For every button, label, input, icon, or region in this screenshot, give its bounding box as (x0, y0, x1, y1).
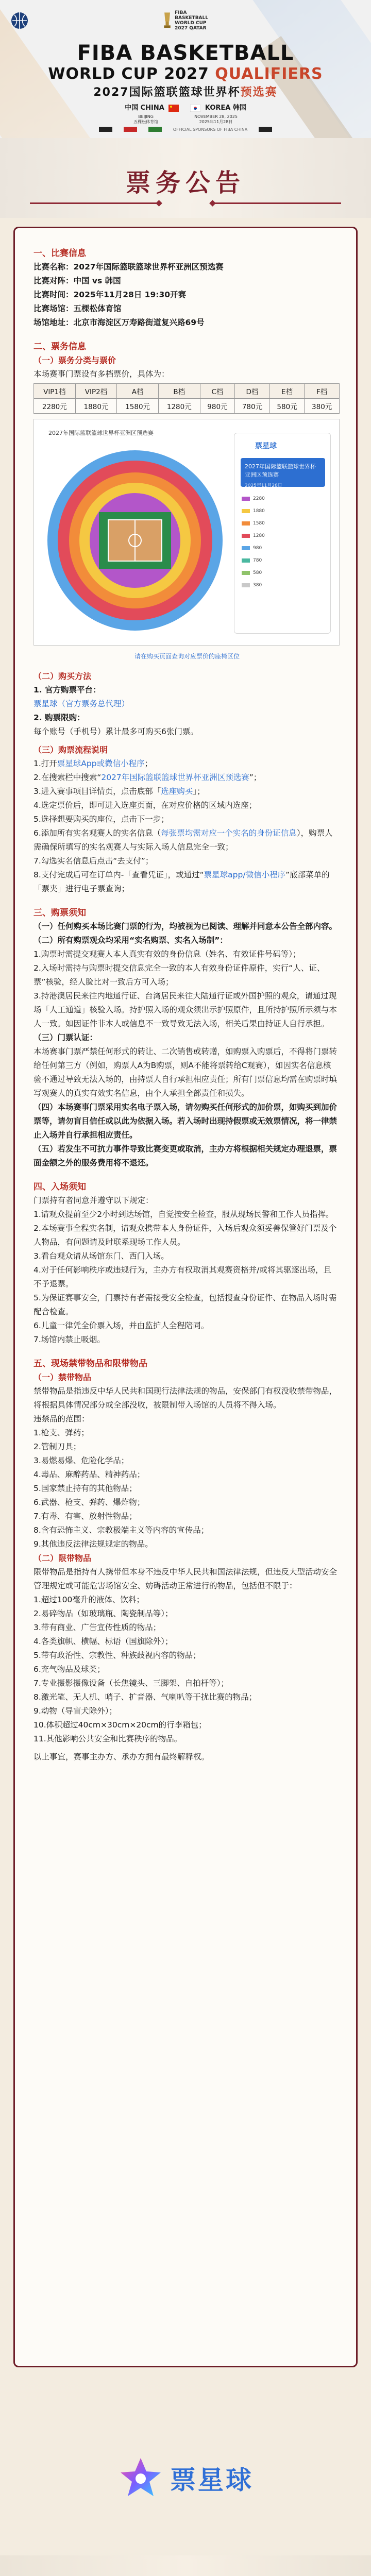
step-line: 2.在搜索栏中搜索“2027年国际篮联篮球世界杯亚洲区预选赛”； (33, 773, 262, 782)
korea-flag-icon (190, 105, 200, 112)
seat-map-title: 2027年国际篮联篮球世界杯亚洲区预选赛 (48, 430, 154, 436)
list-item: 2.易碎物品（如玻璃瓶、陶瓷制品等）； (33, 1609, 173, 1618)
step-line: 6.添加所有实名观赛人的实名信息（每张票均需对应一个实名的身份证信息），购票人需确保所填写的实名观赛人与实际入场人信息完全一致； (33, 828, 333, 852)
team-away (188, 102, 246, 112)
paragraph: 违禁品的范围： (33, 1414, 90, 1423)
list-item: 3.带有商业、广告宣传性质的物品； (33, 1623, 161, 1632)
paragraph: （四）本场赛事门票采用实名电子票入场，请勿购买任何形式的加价票，如购买到加价票等，请勿盲目信任或以此为依据入场。若入场时出现持假票或无效票情况，将一律禁止入场并自行承担相应责任。 (33, 1103, 338, 1140)
title-divider (212, 202, 341, 204)
legend-row: 980 (242, 546, 262, 551)
header-title-qualifiers: QUALIFIERS (215, 65, 323, 83)
list-item: 8.激光笔、无人机、哨子、扩音器、气喇叭等干扰比赛的物品； (33, 1692, 257, 1702)
price-value: 980元 (200, 399, 235, 414)
paragraph: 2.入场时需持与购票时提交信息完全一致的本人有效身份证件原件，实行“人、证、票”核验，经人脸比对一致后方可入场； (33, 963, 325, 987)
section-title: 二、票务信息 (33, 342, 86, 352)
list-item: 4.毒品、麻醉药品、精神药品； (33, 1470, 145, 1479)
list-item: 9.动物（导盲犬除外）； (33, 1706, 117, 1716)
price-value: 1280元 (158, 399, 200, 414)
seat-map-caption: 请在购买页面查询对应票价的座椅区位 (134, 653, 240, 660)
paragraph: 1. 官方购票平台： (33, 685, 101, 694)
list-item: 5.国家禁止持有的其他物品； (33, 1484, 137, 1493)
subsection-title: （二）购买方法 (33, 671, 92, 681)
price-tier: A档 (117, 384, 159, 399)
venue-right (194, 114, 238, 125)
app-link[interactable]: 票星球App或微信小程序 (57, 759, 145, 768)
header-title-line3 (0, 83, 371, 99)
world-cup-emblem (163, 4, 208, 37)
list-item: 5.为保证赛事安全，门票持有者需接受安全检查，包括搜查身份证件、在物品入场时需配合检查。 (33, 1293, 337, 1316)
subsection-title: （一）票务分类与票价 (33, 355, 116, 365)
sponsor-logo (148, 127, 162, 132)
subsection-title: （二）限带物品 (33, 1553, 92, 1563)
divider-diamond (156, 200, 162, 207)
step-line: 1.打开票星球App或微信小程序； (33, 759, 153, 768)
venue-date-en: NOVEMBER 28, 2025 (194, 114, 238, 119)
step-line: 5.选择想要购买的座位，点击下一步； (33, 815, 169, 824)
paragraph: （一）任何购买本场比赛门票的行为，均被视为已阅读、理解并同意本公告全部内容。 (33, 922, 338, 931)
trophy-icon (163, 8, 172, 33)
section-title: 四、入场须知 (33, 1182, 86, 1192)
section-title: 三、购票须知 (33, 908, 86, 918)
title-divider (30, 202, 159, 204)
ticket-legend-card (234, 433, 331, 634)
china-flag-icon (168, 105, 179, 112)
list-item: 2.本场赛事全程实名制，请观众携带本人身份证件，入场后观众须妥善保管好门票及个人物品，有问题请及时联系现场工作人员。 (33, 1224, 337, 1247)
arena-diagram (42, 445, 228, 636)
paragraph: 每个账号（手机号）累计最多可购买6张门票。 (33, 727, 198, 736)
footer-brand (0, 2442, 371, 2514)
price-tier: VIP2档 (75, 384, 117, 399)
list-item: 10.体积超过40cm×30cm×20cm的行李箱包； (33, 1720, 207, 1730)
list-item: 1.请观众提前至少2小时到达场馆，自觉按安全检查，服从现场民警和工作人员指挥。 (33, 1210, 334, 1219)
list-item: 2.管制刀具； (33, 1442, 81, 1451)
price-tier: D档 (235, 384, 270, 399)
price-tier: E档 (269, 384, 305, 399)
list-item: 3.看台观众请从场馆东门、西门入场。 (33, 1251, 169, 1261)
title-banner (0, 138, 371, 218)
world-cup-logo-text: FIBA BASKETBALL WORLD CUP 2027 QATAR (175, 10, 208, 31)
paragraph: 门票持有者同意并遵守以下规定： (33, 1196, 154, 1205)
paragraph: 1.购票时需提交观赛人本人真实有效的身份信息（姓名、有效证件号码等）； (33, 950, 301, 959)
team-home (125, 102, 181, 112)
seat-map (33, 419, 340, 660)
event-link[interactable]: 2027年国际篮联篮球世界杯亚洲区预选赛 (101, 773, 249, 782)
legend-row: 580 (242, 570, 262, 575)
step-line: 3.进入赛事项目详情页，点击底部「选座购买」； (33, 787, 205, 796)
list-item: 6.充气物品及球类； (33, 1665, 105, 1674)
team-home-label: 中国 CHINA (125, 104, 164, 112)
paragraph (33, 697, 338, 711)
list-item: 6.武器、枪支、弹药、爆炸物； (33, 1498, 145, 1507)
footer-brand-name: 票星球 (170, 2465, 254, 2495)
header-banner (0, 0, 371, 138)
paragraph: （三）门票认证： (33, 1033, 98, 1042)
legend-row: 2280 (242, 496, 265, 501)
price-tier: VIP1档 (34, 384, 76, 399)
legend-row: 1880 (242, 509, 265, 514)
info-line: 比赛对阵：中国 vs 韩国 (33, 276, 121, 285)
header-title-cn: 2027国际篮联篮球世界杯 (93, 86, 241, 99)
list-item: 6.儿童一律凭全价票入场，并由监护人全程陪同。 (33, 1321, 209, 1330)
sponsor-label: OFFICIAL SPONSORS OF FIBA CHINA (173, 127, 248, 132)
subsection-title: （三）购票流程说明 (33, 745, 108, 755)
venue-row (0, 114, 371, 125)
paragraph: （二）所有购票观众均采用“实名购票、实名入场制”： (33, 936, 228, 945)
subsection-title: （一）禁带物品 (33, 1372, 92, 1382)
price-value-row (34, 399, 340, 414)
bottom-strip (0, 2555, 371, 2576)
legend-event: 2027年国际篮联篮球世界杯亚洲区预选赛 (245, 463, 316, 478)
section-title: 一、比赛信息 (33, 248, 86, 259)
legend-date: 2025年11月28日 (245, 483, 282, 488)
fiba-logo-icon (10, 11, 29, 30)
info-line: 比赛时间：2025年11月28日 19:30开赛 (33, 290, 187, 299)
list-item: 5.带有政治性、宗教性、种族歧视内容的物品； (33, 1651, 201, 1660)
list-item: 3.易燃易爆、危险化学品； (33, 1456, 129, 1465)
id-requirement-highlight: 每张票均需对应一个实名的身份证信息 (161, 828, 297, 838)
sponsor-logo (259, 127, 272, 132)
paragraph: 2. 购票限购： (33, 713, 85, 722)
list-item: 4.各类旗帜、横幅、标语（国旗除外）； (33, 1637, 173, 1646)
header-title-worldcup: WORLD CUP 2027 (48, 65, 215, 83)
venue-arena: 五棵松体育馆 (133, 120, 159, 124)
price-value: 780元 (235, 399, 270, 414)
venue-left (133, 114, 158, 125)
legend-row: 1280 (242, 533, 265, 538)
price-value: 1580元 (117, 399, 159, 414)
info-line: 场馆地址：北京市海淀区万寿路街道复兴路69号 (33, 318, 205, 327)
header-title-line1: FIBA BASKETBALL (77, 41, 294, 65)
step-line: 8.支付完成后可在订单内-「查看凭证」，或通过“票星球app/微信小程序”底部菜单的「票夹」进行电子票查询； (33, 870, 330, 893)
info-line: 比赛名称：2027年国际篮联篮球世界杯亚洲区预选赛 (33, 262, 224, 272)
venue-city: BEIJING (138, 114, 154, 119)
legend-row: 780 (242, 558, 262, 563)
list-item: 7.专业摄影摄像设备（长焦镜头、三脚架、自拍杆等）； (33, 1679, 229, 1688)
price-value: 2280元 (34, 399, 76, 414)
price-header-row (34, 384, 340, 399)
price-tier: F档 (305, 384, 340, 399)
legend-brand: 票星球 (255, 442, 277, 450)
price-value: 1880元 (75, 399, 117, 414)
list-item: 1.超过100毫升的液体、饮料； (33, 1595, 144, 1604)
legend-row: 1580 (242, 521, 265, 526)
step-line: 7.勾选实名信息后点击“去支付”； (33, 856, 154, 866)
list-item: 1.枪支、弹药； (33, 1428, 89, 1437)
list-item: 7.有毒、有害、放射性物品； (33, 1512, 137, 1521)
paragraph: 本场赛事门票设有多档票价，具体为： (33, 369, 170, 379)
legend-row: 380 (242, 583, 262, 588)
price-tier: C档 (200, 384, 235, 399)
price-tier: B档 (158, 384, 200, 399)
sponsor-row (0, 127, 371, 132)
sponsor-logo (124, 127, 137, 132)
app-link[interactable]: 票星球app/微信小程序 (204, 870, 286, 879)
select-seat-link[interactable]: 选座购买 (161, 787, 193, 796)
venue-date-cn: 2025年11月28日 (199, 120, 233, 124)
header-title-cn-qualifiers: 预选赛 (240, 86, 278, 99)
paragraph: 3.持港澳居民来往内地通行证、台湾居民来往大陆通行证或外国护照的观众，请通过现场「人工通道」核验入场。持护照入场的观众须出示护照原件，且所持护照所示须与本人一致。如因证件非本人或信息不一致导致无法入场，相关后果由持证人自行承担。 (33, 991, 338, 1028)
header-title-line2 (0, 65, 371, 83)
list-item: 11.其他影响公共安全和比赛秩序的物品。 (33, 1734, 182, 1743)
piaoxingqiu-logo-icon (117, 2455, 164, 2501)
list-item: 4.对于任何影响秩序或违规行为，主办方有权取消其观赛资格并/或将其驱逐出场，且不予退票。 (33, 1265, 332, 1289)
legend-header (241, 458, 325, 487)
announcement-card (13, 227, 358, 2367)
paragraph: 本场赛事门票严禁任何形式的转让、二次销售或转赠，如购票入购票后，不得将门票转给任何第三方（例如，购票人A为B购票，则A不能将票转给C观赛），如因实名信息核验不通过导致无法入场的，由持票人自行承担相应责任；所有门票信息均需在购票时填写观赛人的真实有效实名信息，由个人承担全部责任和损失。 (33, 1047, 338, 1098)
teams-row (0, 102, 371, 112)
price-table (33, 383, 340, 414)
sponsor-logo (99, 127, 112, 132)
price-value: 380元 (305, 399, 340, 414)
team-away-label: KOREA 韩国 (205, 104, 246, 112)
price-value: 580元 (269, 399, 305, 414)
list-item: 8.含有恐怖主义、宗教极端主义等内容的宣传品； (33, 1526, 209, 1535)
closing-statement: 以上事宜，赛事主办方、承办方拥有最终解释权。 (33, 1752, 210, 1761)
info-line: 比赛场馆：五棵松体育馆 (33, 304, 122, 313)
list-item: 9.其他违反法律法规规定的物品。 (33, 1539, 153, 1549)
ticket-platform-link[interactable]: 票星球（官方票务总代理） (33, 699, 130, 708)
paragraph: 禁带物品是指违反中华人民共和国现行法律法规的物品，安保部门有权没收禁带物品，将根据具体情况部分或全部没收，被限制带入场馆的人员将不得入场。 (33, 1386, 338, 1410)
paragraph: （五）若发生不可抗力事件导致比赛变更或取消，主办方将根据相关规定办理退票，票面金额之外的服务费用将不退还。 (33, 1144, 338, 1167)
list-item: 7.场馆内禁止吸烟。 (33, 1335, 105, 1344)
paragraph: 限带物品是指持有人携带但本身不违反中华人民共和国法律法规，但违反大型活动安全管理规定或可能危害场馆安全、妨碍活动正常进行的物品，包括但不限于： (33, 1567, 338, 1590)
step-line: 4.选定票价后，即可进入选座页面，在对应价格的区域内选座； (33, 801, 257, 810)
section-title: 五、现场禁带物品和限带物品 (33, 1359, 147, 1369)
page-title: 票务公告 (125, 168, 245, 197)
